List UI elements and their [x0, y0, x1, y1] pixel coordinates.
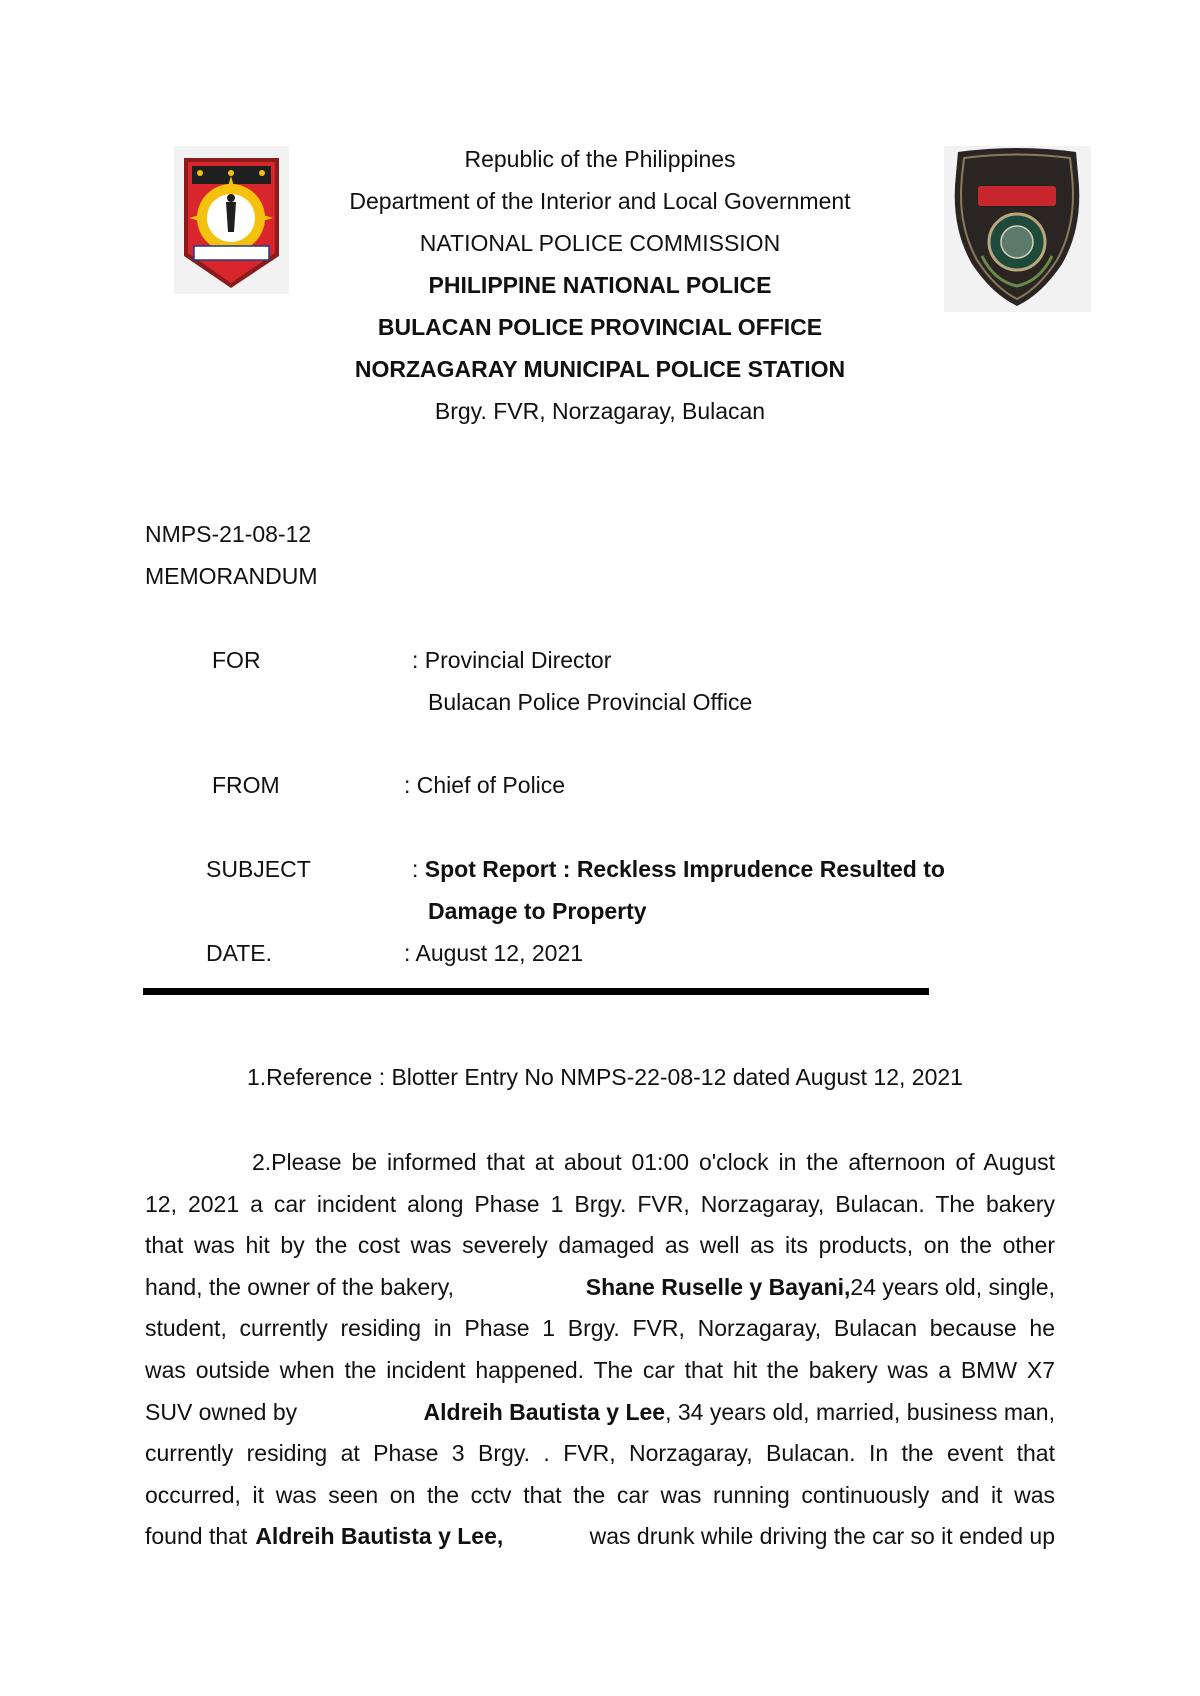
for-value-1: : Provincial Director: [412, 647, 612, 673]
header-provincial-office: BULACAN POLICE PROVINCIAL OFFICE: [377, 314, 823, 340]
for-value-2: Bulacan Police Provincial Office: [428, 689, 753, 715]
header-republic: Republic of the Philippines: [464, 146, 736, 172]
p2-line: 12, 2021 a car incident along Phase 1 Brgy. FVR, Norzagaray, Bulacan. The bakery: [145, 1190, 1055, 1217]
memo-type: MEMORANDUM: [145, 563, 318, 589]
p2-line: currently residing at Phase 3 Brgy. . FVR, Norzagaray, Bulacan. In the event that: [145, 1440, 1055, 1467]
p2-line: 2.Please be informed that at about 01:00 o'clock in the afternoon of August: [252, 1149, 1055, 1175]
p2-line: [145, 1516, 1055, 1558]
date-label: DATE.: [206, 940, 273, 966]
subject-line-1: [412, 854, 945, 884]
reference-line: 1.Reference : Blotter Entry No NMPS-22-08-12 dated August 12, 2021: [247, 1064, 963, 1090]
memo-number: NMPS-21-08-12: [145, 521, 312, 547]
p2-line: occurred, it was seen on the cctv that the car was running continuously and it was: [145, 1481, 1055, 1508]
subject-value-2: Damage to Property: [428, 898, 647, 924]
p2-text: SUV owned by: [145, 1398, 298, 1425]
norzagaray-police-badge-logo: [944, 146, 1091, 312]
header-napolcom: NATIONAL POLICE COMMISSION: [419, 230, 781, 256]
from-label: FROM: [212, 772, 280, 798]
p2-line: student, currently residing in Phase 1 Brgy. FVR, Norzagaray, Bulacan because he: [145, 1315, 1055, 1342]
header-department: Department of the Interior and Local Government: [349, 188, 851, 214]
header-municipal-station: NORZAGARAY MUNICIPAL POLICE STATION: [354, 356, 846, 382]
driver-name: Aldreih Bautista y Lee,: [255, 1523, 504, 1550]
bakery-owner-name: Shane Ruselle y Bayani,: [585, 1273, 851, 1300]
p2-line: was outside when the incident happened. The car that hit the bakery was a BMW X7: [145, 1356, 1055, 1383]
header-pnp: PHILIPPINE NATIONAL POLICE: [428, 272, 772, 298]
p2-text: was drunk while driving the car so it ended up: [589, 1523, 1055, 1550]
p2-text: 24 years old, single,: [850, 1273, 1055, 1300]
p2-line: [145, 1392, 1055, 1434]
pnp-seal-logo: [174, 146, 289, 294]
p2-text: found that: [145, 1523, 248, 1550]
p2-line: that was hit by the cost was severely damaged as well as its products, on the other: [145, 1232, 1055, 1259]
subject-value-1: Spot Report : Reckless Imprudence Resulted to: [424, 856, 945, 882]
header-address: Brgy. FVR, Norzagaray, Bulacan: [434, 398, 766, 424]
from-value: : Chief of Police: [404, 772, 566, 798]
subject-colon: :: [412, 856, 425, 882]
paragraph-2: [145, 1142, 1055, 1558]
for-label: FOR: [212, 647, 261, 673]
p2-text: hand, the owner of the bakery,: [145, 1273, 454, 1300]
p2-line: [145, 1267, 1055, 1309]
car-owner-name: Aldreih Bautista y Lee: [423, 1398, 666, 1425]
separator-rule: [143, 988, 929, 995]
date-value: : August 12, 2021: [404, 940, 584, 966]
p2-text: , 34 years old, married, business man,: [665, 1398, 1055, 1425]
subject-label: SUBJECT: [206, 856, 311, 882]
